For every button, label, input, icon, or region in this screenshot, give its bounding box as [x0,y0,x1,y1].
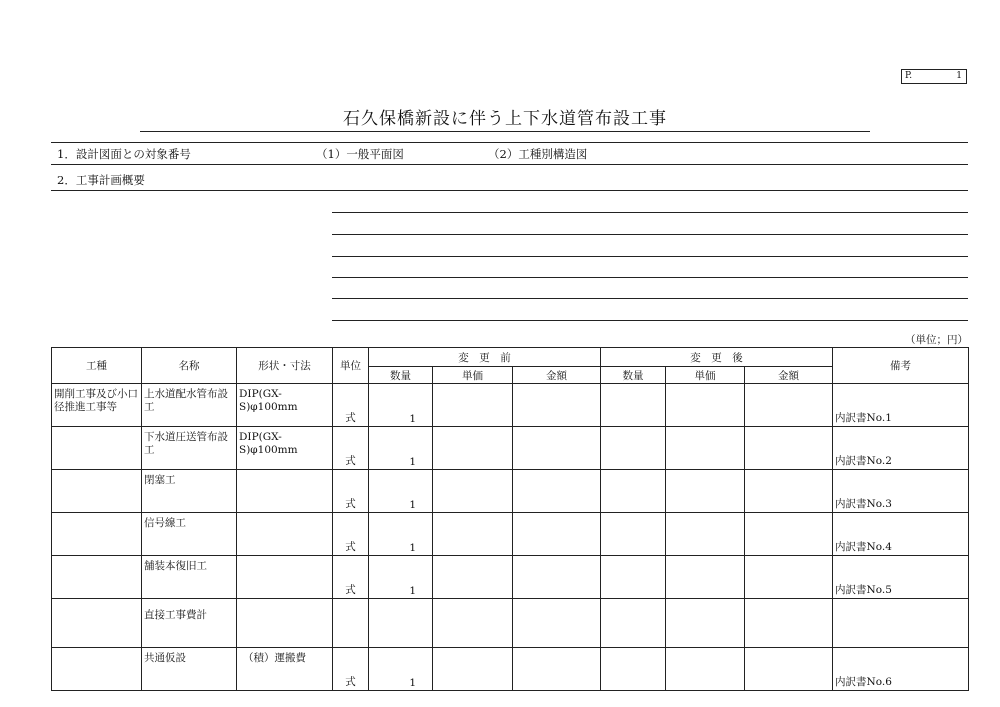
table-row [52,427,969,470]
cell-qty: 1 [369,384,433,427]
section1-ref-plan: （1）一般平面図 [316,147,404,161]
cell-unit-price [433,427,513,470]
cell-unit: 式 [333,556,369,599]
section1-heading: 1．設計図面との対象番号 [57,147,191,161]
cell-remarks: 内訳書No.6 [833,648,969,691]
cell-shape [237,513,333,556]
cell-after-qty [601,599,666,648]
cell-name: 下水道圧送管布設工 [142,427,237,470]
header-shape: 形状・寸法 [237,348,333,384]
document-title: 石久保橋新設に伴う上下水道管布設工事 [343,109,667,129]
cell-unit-price [433,513,513,556]
cell-unit: 式 [333,513,369,556]
section2-heading: 2．工事計画概要 [57,173,145,187]
cell-amount [513,513,601,556]
header-before-amount: 金額 [513,367,601,384]
table-row [52,556,969,599]
section2-rule [51,190,968,191]
cell-amount [513,599,601,648]
cell-unit [333,599,369,648]
cell-after-amount [745,427,833,470]
overview-line [332,256,968,257]
header-remarks: 備考 [833,348,969,384]
cell-after-unit-price [666,556,745,599]
header-before-change: 変 更 前 [369,348,601,367]
cell-unit-price [433,556,513,599]
cell-unit: 式 [333,648,369,691]
header-before-unit-price: 単価 [433,367,513,384]
header-after-qty: 数量 [601,367,666,384]
section1-top-rule [51,142,968,143]
cell-work-type: 開削工事及び小口径推進工事等 [52,384,142,427]
cell-after-unit-price [666,470,745,513]
cell-amount [513,384,601,427]
overview-line [332,277,968,278]
cell-qty: 1 [369,648,433,691]
cell-unit-price [433,470,513,513]
cell-unit: 式 [333,427,369,470]
cell-remarks [833,599,969,648]
header-after-unit-price: 単価 [666,367,745,384]
cell-unit: 式 [333,470,369,513]
cell-remarks: 内訳書No.3 [833,470,969,513]
header-before-qty: 数量 [369,367,433,384]
cell-remarks: 内訳書No.4 [833,513,969,556]
section1-ref-structure: （2）工種別構造図 [488,147,588,161]
cell-work-type [52,556,142,599]
header-unit: 単位 [333,348,369,384]
cell-shape [237,599,333,648]
header-work-type: 工種 [52,348,142,384]
cell-qty: 1 [369,556,433,599]
cell-remarks: 内訳書No.1 [833,384,969,427]
cell-name: 舗装本復旧工 [142,556,237,599]
cell-after-qty [601,384,666,427]
table-row [52,470,969,513]
cell-work-type [52,648,142,691]
cell-amount [513,648,601,691]
page-label: P. [905,71,913,81]
cell-after-amount [745,513,833,556]
cell-remarks: 内訳書No.5 [833,556,969,599]
cell-unit-price [433,384,513,427]
cell-work-type [52,427,142,470]
cell-after-amount [745,599,833,648]
header-name: 名称 [142,348,237,384]
page-number-box [901,69,967,84]
unit-note: （単位；円） [905,334,968,346]
table-row [52,648,969,691]
cost-table [51,347,969,691]
table-row [52,384,969,427]
cell-unit: 式 [333,384,369,427]
overview-line [332,320,968,321]
cell-after-amount [745,470,833,513]
cell-amount [513,427,601,470]
cell-after-unit-price [666,384,745,427]
cell-unit-price [433,648,513,691]
cell-after-amount [745,384,833,427]
overview-line [332,298,968,299]
cell-after-unit-price [666,513,745,556]
cell-after-amount [745,648,833,691]
cell-qty: 1 [369,470,433,513]
cell-qty [369,599,433,648]
cell-after-unit-price [666,427,745,470]
cell-shape: DIP(GX-S)φ100mm [237,384,333,427]
cell-shape [237,556,333,599]
cell-after-unit-price [666,599,745,648]
cell-qty: 1 [369,513,433,556]
cell-shape: （積）運搬費 [237,648,333,691]
overview-line [332,212,968,213]
cell-after-amount [745,556,833,599]
overview-line [332,234,968,235]
cell-after-qty [601,427,666,470]
cell-qty: 1 [369,427,433,470]
cell-shape: DIP(GX-S)φ100mm [237,427,333,470]
cell-name: 共通仮設 [142,648,237,691]
table-row [52,513,969,556]
cell-name: 直接工事費計 [142,599,237,648]
cell-name: 閉塞工 [142,470,237,513]
cell-after-unit-price [666,648,745,691]
cell-work-type [52,513,142,556]
cell-unit-price [433,599,513,648]
header-after-amount: 金額 [745,367,833,384]
section1-bottom-rule [51,164,968,165]
page-number: 1 [956,71,962,81]
table-row [52,599,969,648]
cell-remarks: 内訳書No.2 [833,427,969,470]
cell-shape [237,470,333,513]
cell-after-qty [601,470,666,513]
cell-name: 上水道配水管布設工 [142,384,237,427]
cell-amount [513,470,601,513]
cell-after-qty [601,648,666,691]
cell-after-qty [601,513,666,556]
cell-work-type [52,599,142,648]
header-after-change: 変 更 後 [601,348,833,367]
cell-name: 信号線工 [142,513,237,556]
cell-after-qty [601,556,666,599]
title-underline [140,131,870,132]
cell-amount [513,556,601,599]
cell-work-type [52,470,142,513]
